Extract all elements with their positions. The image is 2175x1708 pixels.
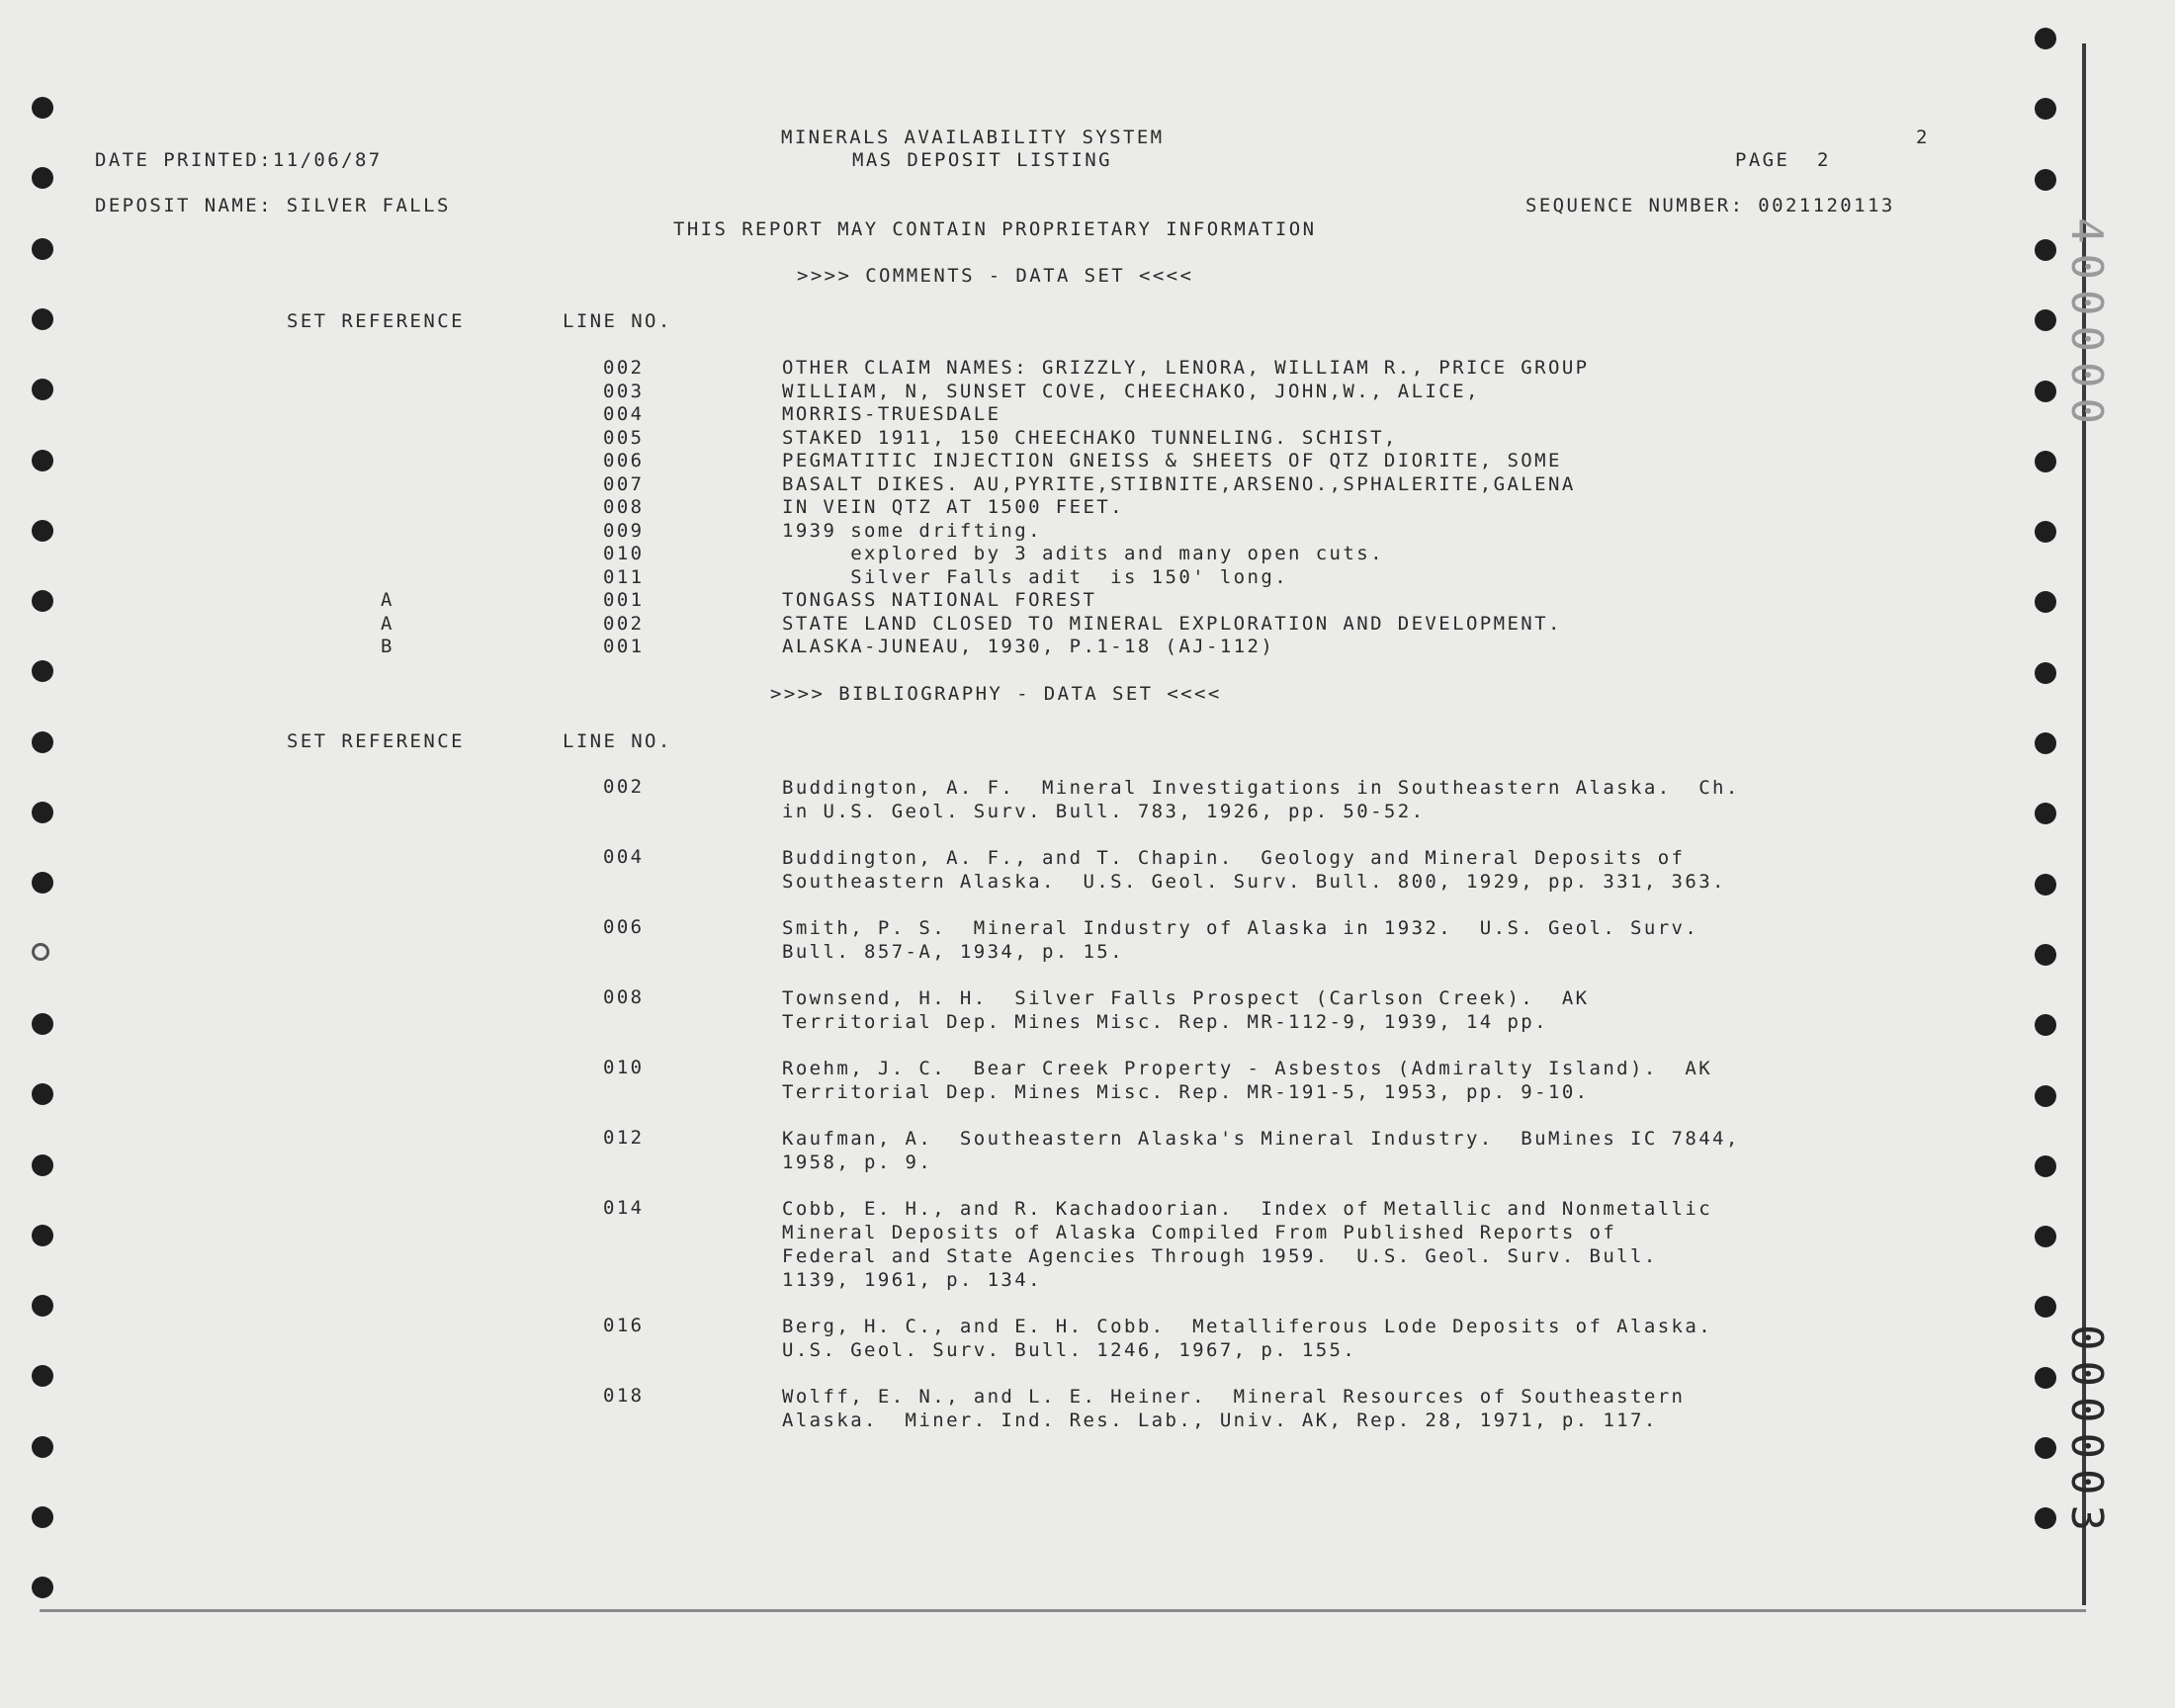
bibliography-citation-line: Roehm, J. C. Bear Creek Property - Asbestos (Admiralty Island). AK [782,1058,1713,1079]
comment-text: TONGASS NATIONAL FOREST [782,589,1097,611]
comment-line-number: 008 [603,496,645,518]
stamp-lower-right: 000003 [2061,1324,2112,1541]
comment-text: Silver Falls adit is 150' long. [782,565,1289,588]
comment-text: STATE LAND CLOSED TO MINERAL EXPLORATION AND DEVELOPMENT. [782,612,1562,635]
sequence-number: SEQUENCE NUMBER: 0021120113 [1525,195,1895,216]
system-title: MINERALS AVAILABILITY SYSTEM [781,127,1165,148]
comment-set-reference: A [381,589,394,611]
feed-hole [2035,1155,2056,1177]
comment-text: MORRIS-TRUESDALE [782,403,1001,425]
bibliography-citation-line: Smith, P. S. Mineral Industry of Alaska in 1932. U.S. Geol. Surv. [782,917,1699,939]
bibliography-section-title: >>>> BIBLIOGRAPHY - DATA SET <<<< [770,683,1222,705]
comment-line-number: 007 [603,472,645,495]
comment-text: PEGMATITIC INJECTION GNEISS & SHEETS OF QTZ DIORITE, SOME [782,450,1562,471]
bibliography-citation-line: Townsend, H. H. Silver Falls Prospect (Carlson Creek). AK [782,987,1590,1009]
feed-hole [32,1295,53,1317]
comment-text: OTHER CLAIM NAMES: GRIZZLY, LENORA, WILLIAM R., PRICE GROUP [782,357,1590,379]
feed-hole [32,872,53,894]
comment-line-number: 003 [603,380,645,402]
bibliography-citation-line: Cobb, E. H., and R. Kachadoorian. Index of Metallic and Nonmetallic [782,1198,1713,1220]
feed-hole [2035,662,2056,684]
feed-hole [2035,1014,2056,1036]
bibliography-line-number: 014 [603,1197,645,1219]
bibliography-citation-line: Berg, H. C., and E. H. Cobb. Metalliferous Lode Deposits of Alaska. [782,1316,1713,1337]
feed-hole [2035,874,2056,896]
feed-hole [32,1225,53,1246]
page-corner-number: 2 [1916,127,1930,148]
feed-hole [2035,1085,2056,1107]
feed-hole [2035,803,2056,824]
feed-hole [2035,309,2056,331]
feed-hole [2035,732,2056,754]
bibliography-line-number: 004 [603,846,645,868]
feed-hole [32,1506,53,1528]
bibliography-line-number: 016 [603,1315,645,1336]
comment-line-number: 010 [603,543,645,564]
bibliography-citation-line: Southeastern Alaska. U.S. Geol. Surv. Bull. 800, 1929, pp. 331, 363. [782,871,1726,893]
bibliography-line-number: 006 [603,916,645,938]
bibliography-citation-line: Alaska. Miner. Ind. Res. Lab., Univ. AK, Rep. 28, 1971, p. 117. [782,1409,1658,1431]
feed-hole [32,590,53,612]
feed-hole [32,731,53,753]
bibliography-line-number: 018 [603,1385,645,1407]
bibliography-citation-line: Federal and State Agencies Through 1959. U.S. Geol. Surv. Bull. [782,1245,1658,1267]
feed-hole [32,1154,53,1176]
bibliography-citation-line: Bull. 857-A, 1934, p. 15. [782,941,1124,963]
comments-col-set-reference: SET REFERENCE [287,310,465,332]
bibliography-citation-line: U.S. Geol. Surv. Bull. 1246, 1967, p. 155. [782,1339,1357,1361]
comment-set-reference: B [381,636,394,657]
bibliography-citation-line: in U.S. Geol. Surv. Bull. 783, 1926, pp. 50-52. [782,801,1426,822]
feed-hole [2035,591,2056,613]
feed-hole [32,450,53,471]
feed-hole [32,167,53,189]
comment-text: WILLIAM, N, SUNSET COVE, CHEECHAKO, JOHN,W., ALICE, [782,380,1480,402]
feed-hole [2035,521,2056,543]
feed-hole [32,1083,53,1105]
feed-hole [32,1013,53,1035]
feed-hole [32,943,49,961]
feed-hole [2035,1226,2056,1247]
feed-hole [32,520,53,542]
comments-section-title: >>>> COMMENTS - DATA SET <<<< [797,265,1194,287]
bibliography-citation-line: Kaufman, A. Southeastern Alaska's Mineral Industry. BuMines IC 7844, [782,1128,1740,1150]
comment-text: explored by 3 adits and many open cuts. [782,543,1384,564]
comment-line-number: 001 [603,636,645,657]
feed-hole [32,97,53,119]
feed-hole [32,379,53,400]
date-printed: DATE PRINTED:11/06/87 [95,149,383,171]
feed-hole [32,238,53,260]
feed-hole [32,308,53,330]
comment-text: IN VEIN QTZ AT 1500 FEET. [782,496,1124,518]
proprietary-notice: THIS REPORT MAY CONTAIN PROPRIETARY INFORMATION [673,218,1317,240]
listing-title: MAS DEPOSIT LISTING [852,149,1112,171]
comment-line-number: 005 [603,426,645,449]
bibliography-citation-line: 1958, p. 9. [782,1152,933,1173]
bibliography-line-number: 010 [603,1057,645,1078]
feed-hole [2035,451,2056,472]
feed-hole [32,1577,53,1598]
deposit-name: DEPOSIT NAME: SILVER FALLS [95,195,451,216]
comments-col-line-no: LINE NO. [563,310,672,332]
comment-text: BASALT DIKES. AU,PYRITE,STIBNITE,ARSENO.,SPHALERITE,GALENA [782,472,1576,495]
comment-line-number: 001 [603,589,645,611]
bibliography-citation-line: Mineral Deposits of Alaska Compiled From Published Reports of [782,1222,1617,1243]
comment-line-number: 002 [603,612,645,635]
feed-hole [2035,1437,2056,1459]
comment-line-number: 009 [603,519,645,542]
bibliography-line-number: 002 [603,776,645,798]
feed-hole [2035,1367,2056,1389]
feed-hole [2035,169,2056,191]
feed-hole [32,802,53,823]
comment-text: STAKED 1911, 150 CHEECHAKO TUNNELING. SCHIST, [782,426,1398,449]
bibliography-citation-line: Territorial Dep. Mines Misc. Rep. MR-191-5, 1953, pp. 9-10. [782,1081,1590,1103]
feed-hole [2035,98,2056,120]
bibliography-citation-line: Territorial Dep. Mines Misc. Rep. MR-112-9, 1939, 14 pp. [782,1011,1548,1033]
comment-line-number: 004 [603,403,645,425]
comment-text: 1939 some drifting. [782,519,1042,542]
feed-hole [32,1436,53,1458]
bibliography-citation-line: Buddington, A. F., and T. Chapin. Geology and Mineral Deposits of [782,847,1686,869]
feed-hole [2035,239,2056,261]
comment-line-number: 002 [603,357,645,379]
bibliography-col-set-reference: SET REFERENCE [287,730,465,752]
comment-line-number: 011 [603,565,645,588]
page-edge-bottom [40,1609,2086,1612]
bibliography-citation-line: Wolff, E. N., and L. E. Heiner. Mineral Resources of Southeastern [782,1386,1686,1408]
feed-hole [32,1365,53,1387]
bibliography-citation-line: Buddington, A. F. Mineral Investigations in Southeastern Alaska. Ch. [782,777,1740,799]
bibliography-line-number: 012 [603,1127,645,1149]
comment-set-reference: A [381,612,394,635]
stamp-upper-right: 400000 [2061,217,2112,434]
feed-hole [32,660,53,682]
comment-line-number: 006 [603,450,645,471]
feed-hole [2035,28,2056,49]
bibliography-citation-line: 1139, 1961, p. 134. [782,1269,1042,1291]
bibliography-col-line-no: LINE NO. [563,730,672,752]
feed-hole [2035,1296,2056,1318]
comment-text: ALASKA-JUNEAU, 1930, P.1-18 (AJ-112) [782,636,1275,657]
feed-hole [2035,381,2056,402]
feed-hole [2035,944,2056,966]
feed-hole [2035,1507,2056,1529]
page-number: PAGE 2 [1735,149,1831,171]
bibliography-line-number: 008 [603,986,645,1008]
